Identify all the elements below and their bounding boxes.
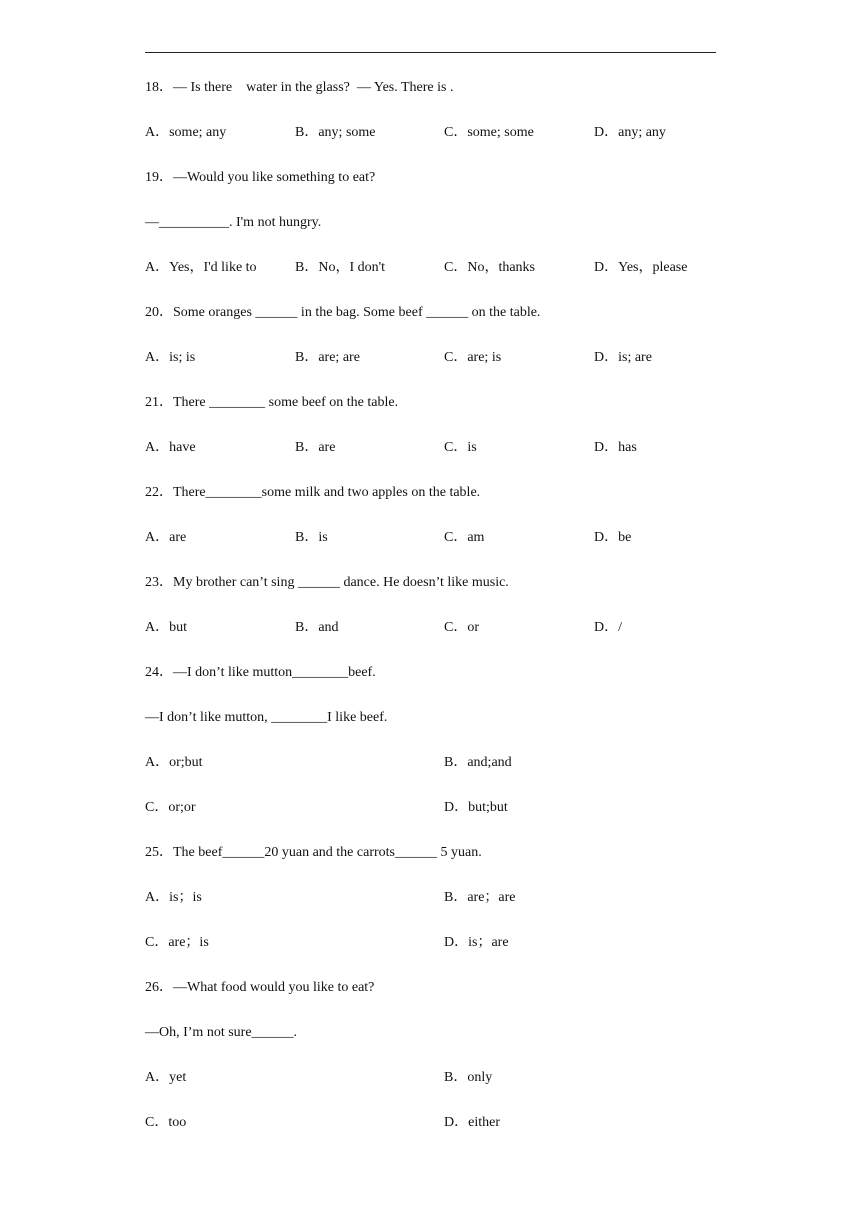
option-c[interactable]: C．are；is	[145, 935, 209, 950]
option-b[interactable]: B．any; some	[295, 125, 376, 140]
option-b[interactable]: B．are; are	[295, 350, 360, 365]
option-b[interactable]: B．No，I don't	[295, 260, 386, 275]
option-a[interactable]: A．is；is	[145, 890, 202, 905]
question-26-answer-line: —Oh, I’m not sure______.	[145, 1025, 298, 1040]
option-b[interactable]: B．and;and	[444, 755, 512, 770]
question-23-stem: 23．My brother can’t sing ______ dance. He doesn’t like music.	[145, 575, 509, 590]
option-c[interactable]: C．are; is	[444, 350, 502, 365]
option-d[interactable]: D．is; are	[594, 350, 652, 365]
question-25-options-row-1	[145, 889, 745, 907]
option-d[interactable]: D．but;but	[444, 800, 508, 815]
option-a[interactable]: A．yet	[145, 1070, 187, 1085]
header-rule	[145, 52, 716, 53]
option-c[interactable]: C．or	[444, 620, 479, 635]
option-a[interactable]: A．have	[145, 440, 196, 455]
question-24-stem: 24．—I don’t like mutton________beef.	[145, 665, 376, 680]
question-26-options-row-2	[145, 1114, 745, 1132]
option-b[interactable]: B．and	[295, 620, 339, 635]
question-20-stem: 20．Some oranges ______ in the bag. Some beef ______ on the table.	[145, 305, 541, 320]
option-a[interactable]: A．is; is	[145, 350, 196, 365]
option-a[interactable]: A．are	[145, 530, 187, 545]
question-23-options	[145, 619, 745, 637]
option-b[interactable]: B．only	[444, 1070, 493, 1085]
option-c[interactable]: C．is	[444, 440, 477, 455]
question-19-options	[145, 259, 745, 277]
question-19-stem: 19．—Would you like something to eat?	[145, 170, 376, 185]
question-24-options-row-2	[145, 799, 745, 817]
question-25-options-row-2	[145, 934, 745, 952]
question-18-stem: 18．— Is there water in the glass? — Yes. There is .	[145, 80, 454, 95]
option-a[interactable]: A．or;but	[145, 755, 203, 770]
question-25-stem: 25．The beef______20 yuan and the carrots______ 5 yuan.	[145, 845, 482, 860]
question-18-options	[145, 124, 745, 142]
question-24-answer-line: —I don’t like mutton, ________I like beef.	[145, 710, 388, 725]
question-19-answer-line: —__________. I'm not hungry.	[145, 215, 322, 230]
option-d[interactable]: D．/	[594, 620, 622, 635]
option-a[interactable]: A．some; any	[145, 125, 227, 140]
option-b[interactable]: B．are；are	[444, 890, 516, 905]
option-d[interactable]: D．has	[594, 440, 637, 455]
option-a[interactable]: A．Yes，I'd like to	[145, 260, 257, 275]
option-d[interactable]: D．Yes，please	[594, 260, 688, 275]
question-22-options	[145, 529, 745, 547]
question-21-options	[145, 439, 745, 457]
option-b[interactable]: B．are	[295, 440, 336, 455]
question-21-stem: 21．There ________ some beef on the table.	[145, 395, 399, 410]
option-c[interactable]: C．am	[444, 530, 485, 545]
option-d[interactable]: D．either	[444, 1115, 500, 1130]
question-26-options-row-1	[145, 1069, 745, 1087]
question-24-options-row-1	[145, 754, 745, 772]
option-c[interactable]: C．No，thanks	[444, 260, 535, 275]
option-d[interactable]: D．any; any	[594, 125, 666, 140]
question-20-options	[145, 349, 745, 367]
option-d[interactable]: D．be	[594, 530, 632, 545]
option-b[interactable]: B．is	[295, 530, 328, 545]
option-a[interactable]: A．but	[145, 620, 187, 635]
option-d[interactable]: D．is；are	[444, 935, 509, 950]
question-22-stem: 22．There________some milk and two apples on the table.	[145, 485, 481, 500]
option-c[interactable]: C．or;or	[145, 800, 196, 815]
option-c[interactable]: C．some; some	[444, 125, 534, 140]
question-26-stem: 26．—What food would you like to eat?	[145, 980, 375, 995]
option-c[interactable]: C．too	[145, 1115, 187, 1130]
